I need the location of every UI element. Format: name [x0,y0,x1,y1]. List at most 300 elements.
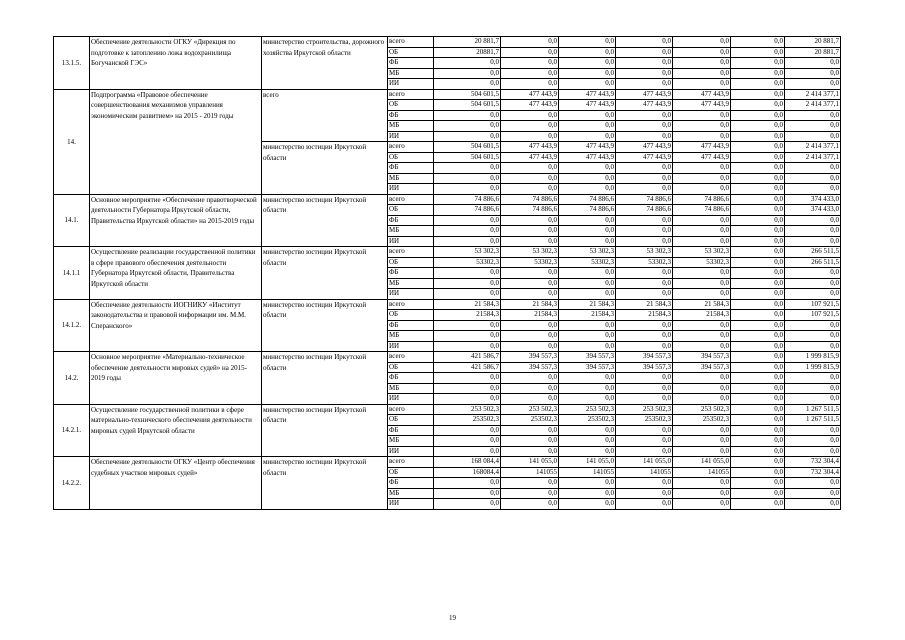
value-cell: 21584,3 [673,310,731,321]
value-cell: 53 302,3 [616,247,673,258]
value-cell: 477 443,9 [673,100,731,111]
value-cell: 477 443,9 [559,152,616,163]
value-cell: 2 414 377,1 [785,152,841,163]
value-cell: 141055 [673,467,731,478]
value-cell: 0,0 [673,68,731,79]
value-cell: 0,0 [785,68,841,79]
value-cell: 0,0 [559,236,616,247]
value-cell: 107 921,5 [785,310,841,321]
value-cell: 0,0 [673,184,731,195]
row-name: Подпрограмма «Правовое обеспечение совершенствования механизмов управления экономическим развитием» на 2015 - 2019 годы [90,89,262,194]
value-cell: 0,0 [673,320,731,331]
value-cell: 732 304,4 [785,457,841,468]
row-responsible: министерство юстиции Иркутской области [262,194,388,247]
funding-source: всего [388,404,434,415]
funding-source: МБ [388,278,434,289]
value-cell: 74 886,6 [559,194,616,205]
value-cell: 394 557,3 [501,352,559,363]
value-cell: 0,0 [785,331,841,342]
value-cell: 0,0 [731,89,785,100]
value-cell: 253 502,3 [673,404,731,415]
row-name: Осуществление реализации государственной политики в сфере правового обеспечения деятельности Губернатора Иркутской области, Правительства Иркутской области [90,247,262,300]
value-cell: 0,0 [559,499,616,510]
value-cell: 20 881,7 [785,37,841,48]
value-cell: 477 443,9 [616,152,673,163]
value-cell: 0,0 [616,163,673,174]
value-cell: 0,0 [616,436,673,447]
value-cell: 394 557,3 [559,352,616,363]
funding-source: ФБ [388,163,434,174]
value-cell: 0,0 [731,289,785,300]
value-cell: 0,0 [559,488,616,499]
value-cell: 0,0 [785,488,841,499]
value-cell: 0,0 [616,341,673,352]
value-cell: 21584,3 [616,310,673,321]
row-code: 14.2.1. [54,404,90,457]
table-row [54,247,841,258]
value-cell: 21 584,3 [434,299,501,310]
value-cell: 0,0 [501,37,559,48]
value-cell: 0,0 [616,268,673,279]
value-cell: 0,0 [731,310,785,321]
value-cell: 0,0 [785,226,841,237]
row-responsible: министерство строительства, дорожного хозяйства Иркутской области [262,37,388,90]
table-row [54,404,841,415]
row-name: Осуществление государственной политики в сфере материально-технического обеспечения деятельности мировых судей Иркутской области [90,404,262,457]
value-cell: 0,0 [785,110,841,121]
value-cell: 0,0 [559,320,616,331]
value-cell: 0,0 [673,163,731,174]
value-cell: 53302,3 [501,257,559,268]
value-cell: 0,0 [673,394,731,405]
value-cell: 0,0 [731,415,785,426]
value-cell: 0,0 [731,341,785,352]
value-cell: 0,0 [731,320,785,331]
value-cell: 0,0 [559,289,616,300]
funding-source: ИИ [388,289,434,300]
value-cell: 0,0 [434,499,501,510]
value-cell: 0,0 [731,257,785,268]
value-cell: 74 886,6 [673,194,731,205]
value-cell: 0,0 [616,478,673,489]
row-responsible: министерство юстиции Иркутской области [262,404,388,457]
value-cell: 0,0 [434,436,501,447]
funding-source: МБ [388,226,434,237]
funding-source: МБ [388,331,434,342]
value-cell: 0,0 [434,383,501,394]
value-cell: 0,0 [501,278,559,289]
value-cell: 0,0 [673,215,731,226]
value-cell: 421 586,7 [434,352,501,363]
value-cell: 0,0 [731,362,785,373]
value-cell: 0,0 [559,373,616,384]
table-row [54,299,841,310]
value-cell: 0,0 [559,278,616,289]
value-cell: 0,0 [616,79,673,90]
value-cell: 20 881,7 [785,47,841,58]
value-cell: 0,0 [559,226,616,237]
value-cell: 0,0 [616,446,673,457]
value-cell: 0,0 [501,436,559,447]
value-cell: 0,0 [731,383,785,394]
value-cell: 266 511,5 [785,247,841,258]
value-cell: 0,0 [673,226,731,237]
value-cell: 477 443,9 [501,142,559,153]
value-cell: 0,0 [731,58,785,69]
value-cell: 0,0 [434,446,501,457]
funding-source: ИИ [388,446,434,457]
budget-table [53,36,841,510]
value-cell: 0,0 [559,58,616,69]
value-cell: 0,0 [616,278,673,289]
value-cell: 0,0 [673,425,731,436]
value-cell: 253502,3 [501,415,559,426]
table-row [54,89,841,100]
value-cell: 53 302,3 [434,247,501,258]
value-cell: 21 584,3 [501,299,559,310]
value-cell: 0,0 [559,478,616,489]
funding-source: ОБ [388,362,434,373]
value-cell: 0,0 [559,341,616,352]
value-cell: 0,0 [616,289,673,300]
value-cell: 0,0 [785,184,841,195]
value-cell: 504 601,5 [434,142,501,153]
value-cell: 74 886,6 [673,205,731,216]
value-cell: 0,0 [785,436,841,447]
value-cell: 0,0 [616,383,673,394]
value-cell: 477 443,9 [673,152,731,163]
value-cell: 477 443,9 [616,89,673,100]
value-cell: 0,0 [731,247,785,258]
value-cell: 0,0 [731,478,785,489]
value-cell: 0,0 [501,394,559,405]
value-cell: 0,0 [673,383,731,394]
row-code: 14.1.1 [54,247,90,300]
value-cell: 0,0 [559,446,616,457]
value-cell: 0,0 [673,131,731,142]
value-cell: 0,0 [434,289,501,300]
value-cell: 0,0 [501,184,559,195]
value-cell: 374 433,0 [785,194,841,205]
value-cell: 141055 [616,467,673,478]
value-cell: 0,0 [434,110,501,121]
row-code: 14.2.2. [54,457,90,510]
value-cell: 0,0 [731,436,785,447]
value-cell: 0,0 [434,394,501,405]
funding-source: ФБ [388,320,434,331]
value-cell: 253 502,3 [501,404,559,415]
value-cell: 53 302,3 [501,247,559,258]
value-cell: 0,0 [501,289,559,300]
row-code: 14.1.2. [54,299,90,352]
value-cell: 21 584,3 [616,299,673,310]
funding-source: МБ [388,68,434,79]
value-cell: 74 886,6 [559,205,616,216]
value-cell: 0,0 [731,373,785,384]
value-cell: 394 557,3 [616,362,673,373]
value-cell: 0,0 [785,446,841,457]
value-cell: 0,0 [616,320,673,331]
value-cell: 0,0 [616,331,673,342]
funding-source: ОБ [388,415,434,426]
funding-source: всего [388,352,434,363]
value-cell: 0,0 [434,121,501,132]
value-cell: 253502,3 [673,415,731,426]
value-cell: 0,0 [559,436,616,447]
row-responsible: всего [262,89,388,142]
value-cell: 0,0 [731,173,785,184]
value-cell: 0,0 [559,163,616,174]
value-cell: 504 601,5 [434,89,501,100]
value-cell: 0,0 [785,383,841,394]
value-cell: 0,0 [501,163,559,174]
value-cell: 141 055,0 [559,457,616,468]
value-cell: 0,0 [785,131,841,142]
funding-source: всего [388,457,434,468]
funding-source: МБ [388,488,434,499]
value-cell: 0,0 [731,236,785,247]
value-cell: 0,0 [434,226,501,237]
value-cell: 0,0 [731,457,785,468]
value-cell: 0,0 [785,341,841,352]
value-cell: 0,0 [501,110,559,121]
value-cell: 0,0 [501,268,559,279]
funding-source: ФБ [388,58,434,69]
value-cell: 0,0 [616,68,673,79]
value-cell: 0,0 [731,47,785,58]
funding-source: ИИ [388,236,434,247]
value-cell: 0,0 [785,236,841,247]
value-cell: 0,0 [434,341,501,352]
row-name: Обеспечение деятельности ОГКУ «Дирекция по подготовке к затоплению ложа водохранилища Богучанской ГЭС» [90,37,262,90]
value-cell: 141 055,0 [673,457,731,468]
value-cell: 0,0 [434,184,501,195]
value-cell: 20 881,7 [434,37,501,48]
value-cell: 0,0 [673,110,731,121]
value-cell: 0,0 [559,173,616,184]
value-cell: 0,0 [785,373,841,384]
value-cell: 0,0 [731,131,785,142]
value-cell: 394 557,3 [501,362,559,373]
value-cell: 0,0 [616,215,673,226]
value-cell: 0,0 [559,79,616,90]
value-cell: 0,0 [616,47,673,58]
value-cell: 0,0 [434,131,501,142]
value-cell: 253 502,3 [559,404,616,415]
value-cell: 74 886,6 [501,194,559,205]
row-name: Обеспечение деятельности ОГКУ «Центр обеспечения судебных участков мировых судей» [90,457,262,510]
value-cell: 477 443,9 [559,100,616,111]
value-cell: 0,0 [501,58,559,69]
value-cell: 0,0 [559,110,616,121]
value-cell: 0,0 [616,499,673,510]
value-cell: 0,0 [501,341,559,352]
value-cell: 0,0 [434,331,501,342]
value-cell: 0,0 [673,341,731,352]
value-cell: 0,0 [559,68,616,79]
value-cell: 0,0 [731,184,785,195]
row-name: Основное мероприятие «Материально-техническое обеспечение деятельности мировых судей» на 2015-2019 годы [90,352,262,405]
funding-source: всего [388,247,434,258]
value-cell: 0,0 [731,404,785,415]
page-number: 19 [449,614,456,622]
row-code: 14.2. [54,352,90,405]
value-cell: 394 557,3 [673,352,731,363]
value-cell: 0,0 [785,394,841,405]
value-cell: 253502,3 [559,415,616,426]
value-cell: 0,0 [731,446,785,457]
value-cell: 0,0 [434,278,501,289]
value-cell: 0,0 [434,236,501,247]
value-cell: 0,0 [616,131,673,142]
value-cell: 74 886,6 [501,205,559,216]
value-cell: 0,0 [673,173,731,184]
value-cell: 0,0 [731,163,785,174]
value-cell: 0,0 [731,110,785,121]
value-cell: 0,0 [673,499,731,510]
value-cell: 0,0 [501,320,559,331]
value-cell: 0,0 [501,478,559,489]
value-cell: 0,0 [501,131,559,142]
value-cell: 0,0 [559,215,616,226]
table-row [54,457,841,468]
value-cell: 0,0 [559,268,616,279]
value-cell: 477 443,9 [616,100,673,111]
value-cell: 1 267 511,5 [785,415,841,426]
table-row [54,352,841,363]
value-cell: 2 414 377,1 [785,89,841,100]
value-cell: 0,0 [785,58,841,69]
value-cell: 0,0 [616,184,673,195]
value-cell: 53302,3 [434,257,501,268]
value-cell: 0,0 [673,58,731,69]
value-cell: 0,0 [731,268,785,279]
value-cell: 0,0 [731,352,785,363]
funding-source: ИИ [388,79,434,90]
value-cell: 0,0 [731,226,785,237]
value-cell: 2 414 377,1 [785,142,841,153]
row-responsible: министерство юстиции Иркутской области [262,247,388,300]
value-cell: 477 443,9 [501,89,559,100]
row-code: 13.1.5. [54,37,90,90]
value-cell: 0,0 [785,278,841,289]
value-cell: 0,0 [434,478,501,489]
funding-source: всего [388,194,434,205]
value-cell: 477 443,9 [673,89,731,100]
value-cell: 374 433,0 [785,205,841,216]
value-cell: 0,0 [731,394,785,405]
value-cell: 0,0 [501,226,559,237]
value-cell: 0,0 [731,37,785,48]
value-cell: 0,0 [673,236,731,247]
row-code: 14. [54,89,90,194]
value-cell: 0,0 [616,37,673,48]
value-cell: 21584,3 [559,310,616,321]
value-cell: 0,0 [434,320,501,331]
value-cell: 0,0 [673,373,731,384]
value-cell: 141 055,0 [616,457,673,468]
funding-source: ФБ [388,373,434,384]
value-cell: 1 267 511,5 [785,404,841,415]
row-code: 14.1. [54,194,90,247]
row-responsible: министерство юстиции Иркутской области [262,352,388,405]
value-cell: 394 557,3 [673,362,731,373]
value-cell: 0,0 [616,58,673,69]
value-cell: 253502,3 [434,415,501,426]
value-cell: 0,0 [501,373,559,384]
value-cell: 53 302,3 [559,247,616,258]
value-cell: 0,0 [673,289,731,300]
value-cell: 0,0 [616,236,673,247]
value-cell: 0,0 [501,425,559,436]
value-cell: 0,0 [731,425,785,436]
value-cell: 0,0 [616,488,673,499]
funding-source: всего [388,142,434,153]
value-cell: 0,0 [616,121,673,132]
row-responsible: министерство юстиции Иркутской области [262,299,388,352]
value-cell: 0,0 [501,68,559,79]
value-cell: 21 584,3 [673,299,731,310]
value-cell: 477 443,9 [673,142,731,153]
value-cell: 0,0 [501,236,559,247]
value-cell: 0,0 [731,215,785,226]
value-cell: 0,0 [731,467,785,478]
funding-source: ФБ [388,110,434,121]
value-cell: 394 557,3 [559,362,616,373]
funding-source: ФБ [388,478,434,489]
funding-source: ОБ [388,100,434,111]
funding-source: ОБ [388,257,434,268]
value-cell: 0,0 [785,121,841,132]
value-cell: 0,0 [785,163,841,174]
value-cell: 0,0 [673,47,731,58]
value-cell: 0,0 [501,47,559,58]
value-cell: 0,0 [434,425,501,436]
value-cell: 0,0 [559,47,616,58]
value-cell: 477 443,9 [559,142,616,153]
funding-source: всего [388,89,434,100]
value-cell: 0,0 [731,142,785,153]
funding-source: МБ [388,121,434,132]
value-cell: 0,0 [785,289,841,300]
value-cell: 0,0 [501,173,559,184]
value-cell: 21 584,3 [559,299,616,310]
value-cell: 421 586,7 [434,362,501,373]
value-cell: 74 886,6 [616,205,673,216]
value-cell: 0,0 [434,373,501,384]
value-cell: 1 999 815,9 [785,362,841,373]
value-cell: 0,0 [673,478,731,489]
value-cell: 21584,3 [501,310,559,321]
value-cell: 0,0 [434,68,501,79]
row-responsible: министерство юстиции Иркутской области [262,457,388,510]
value-cell: 0,0 [673,37,731,48]
value-cell: 0,0 [616,394,673,405]
value-cell: 0,0 [731,121,785,132]
funding-source: ОБ [388,310,434,321]
value-cell: 74 886,6 [434,205,501,216]
value-cell: 53302,3 [616,257,673,268]
value-cell: 0,0 [559,383,616,394]
value-cell: 0,0 [785,320,841,331]
value-cell: 0,0 [559,37,616,48]
value-cell: 141055 [501,467,559,478]
value-cell: 74 886,6 [616,194,673,205]
value-cell: 0,0 [434,215,501,226]
value-cell: 20881,7 [434,47,501,58]
value-cell: 0,0 [785,215,841,226]
row-name: Обеспечение деятельности ИОГНИКУ «Институт законодательства и правовой информации им. М.М. Сперанского» [90,299,262,352]
